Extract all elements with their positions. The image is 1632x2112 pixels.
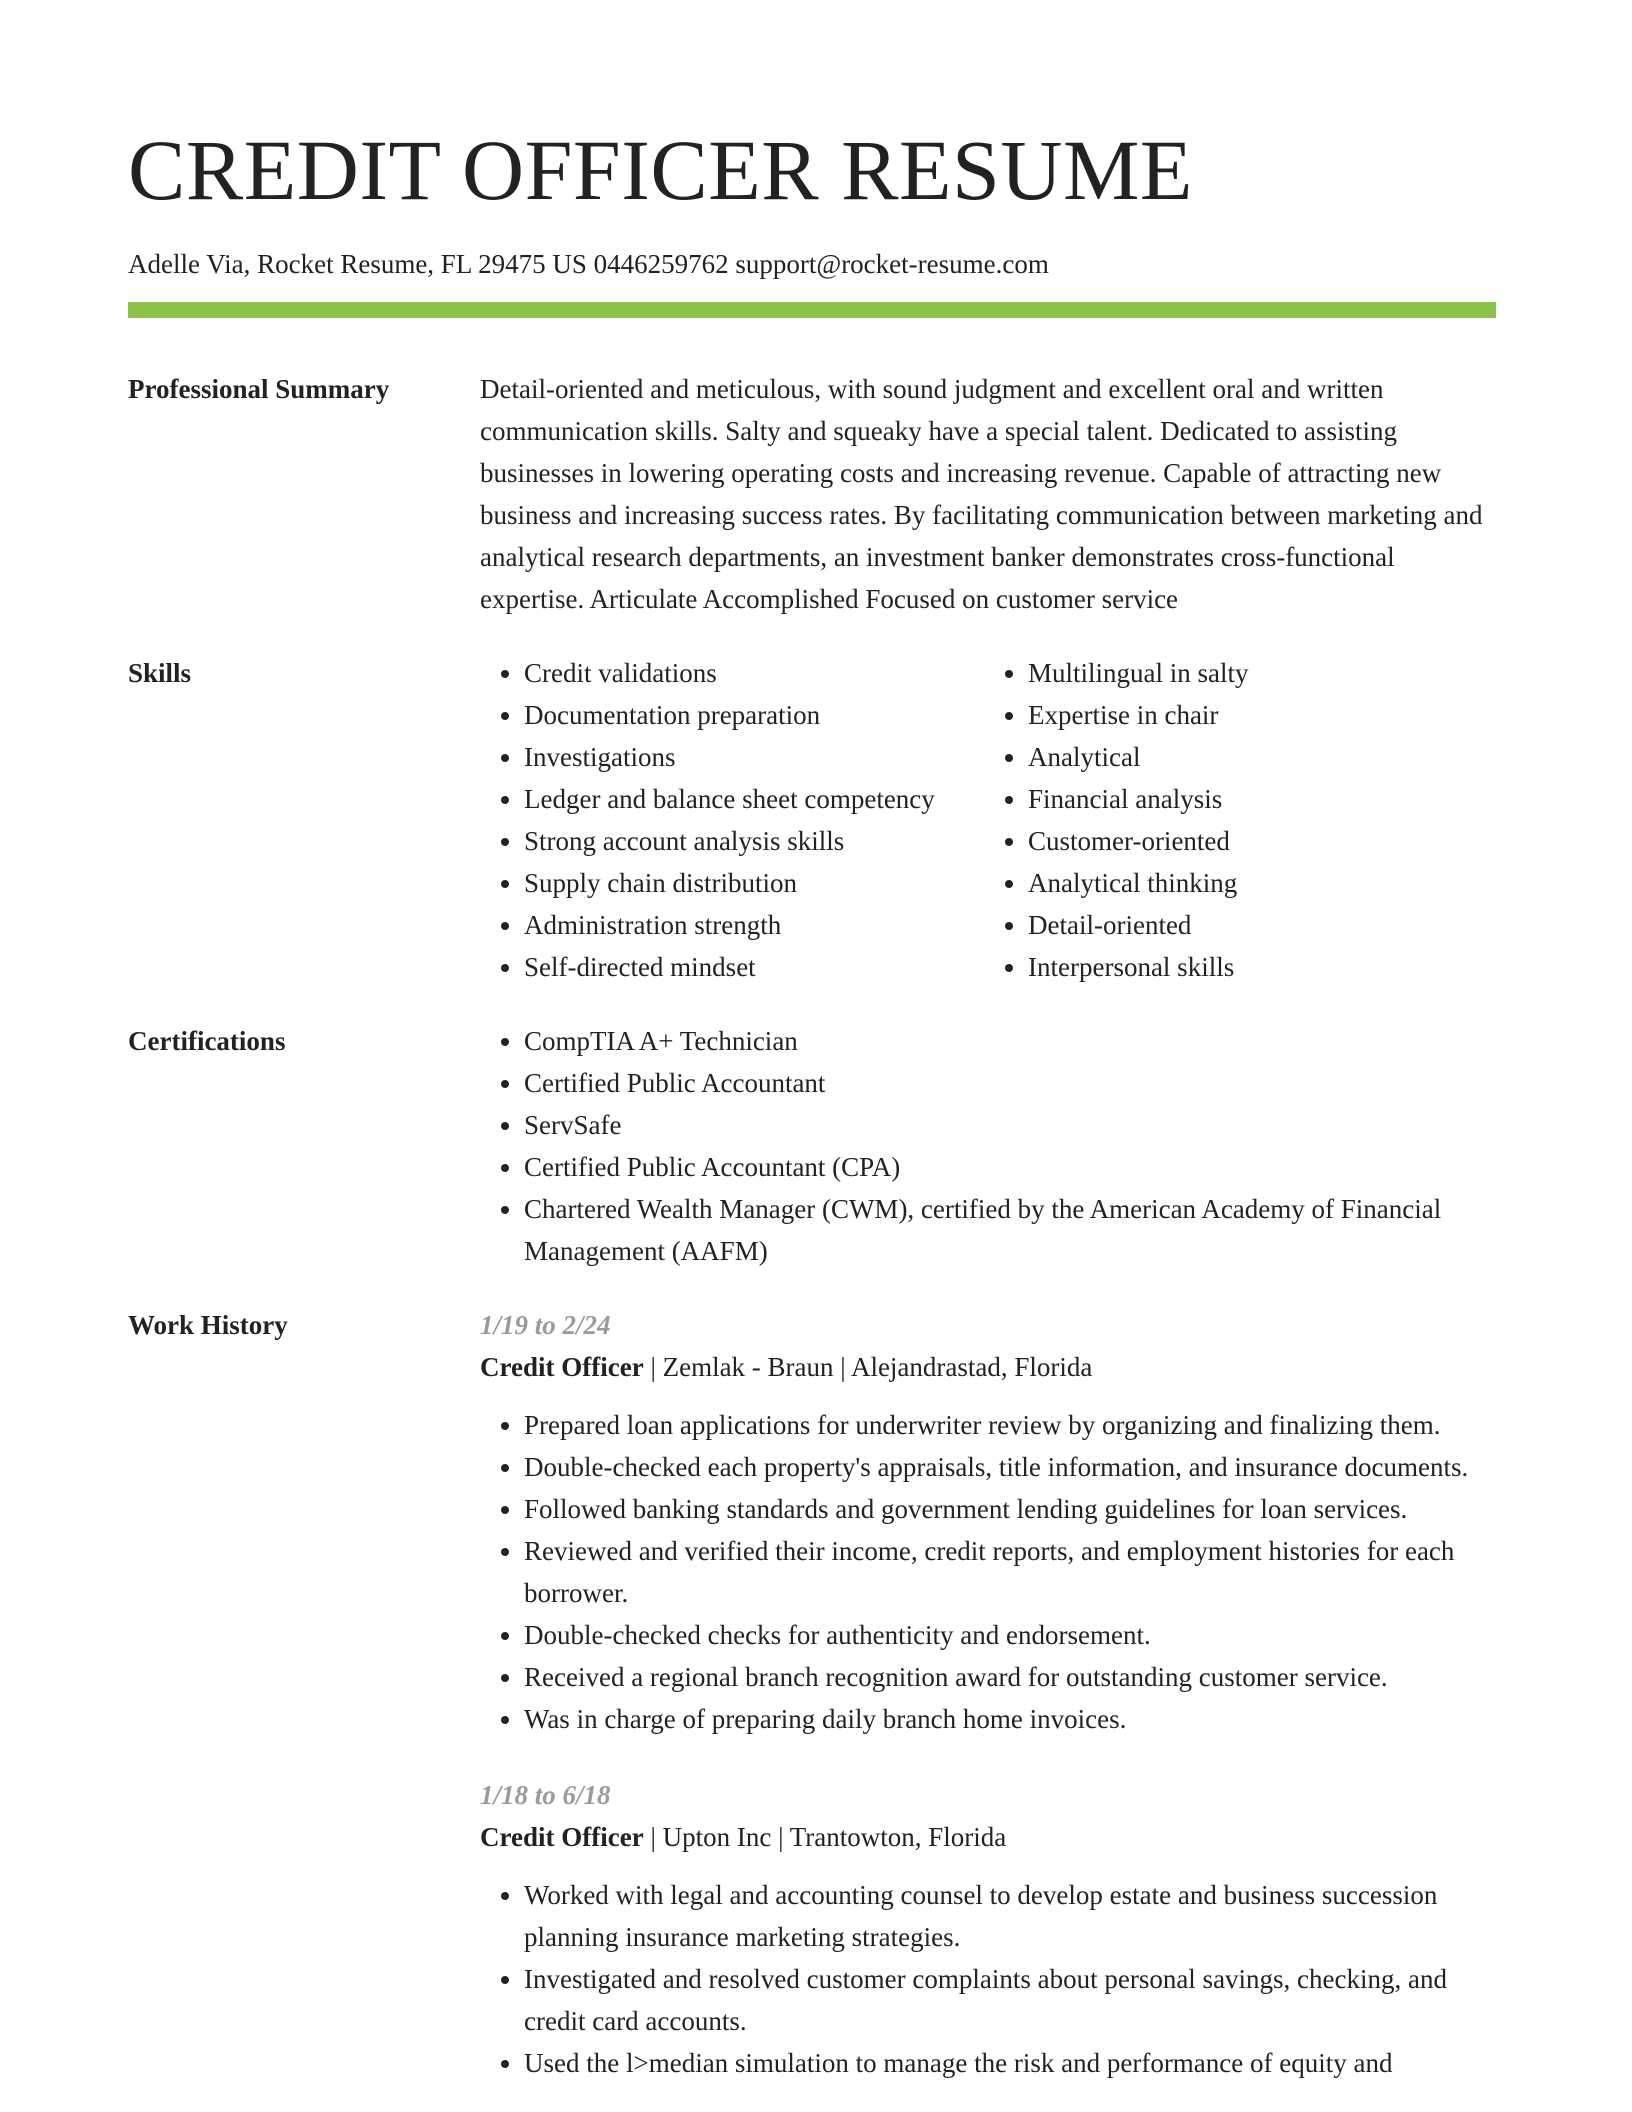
summary-label: Professional Summary	[128, 374, 390, 404]
job-date: 1/19 to 2/24	[480, 1310, 611, 1340]
skill-item: • Documentation preparation	[524, 694, 984, 736]
skill-item: • Self-directed mindset	[524, 946, 984, 988]
certifications-section	[128, 1020, 1496, 1272]
resume-title: CREDIT OFFICER RESUME	[128, 122, 1193, 218]
skills-list-right	[984, 652, 1496, 988]
skill-item: • Administration strength	[524, 904, 984, 946]
summary-text: Detail-oriented and meticulous, with sound judgment and excellent oral and written communication skills. Salty and squeaky have a special talent. Dedicated to assisting businesses in lowering operating costs and increasing revenue. Capable of attracting new business and increasing success rates. By facilitating communication between marketing and analytical research departments, an investment banker demonstrates cross-functional expertise. Articulate Accomplished Focused on customer service	[480, 374, 1483, 614]
certifications-label: Certifications	[128, 1026, 286, 1056]
skill-item: • Strong account analysis skills	[524, 820, 984, 862]
skill-item: • Financial analysis	[1028, 778, 1496, 820]
certifications-list	[480, 1020, 1496, 1272]
job-details: | Upton Inc | Trantowton, Florida	[643, 1822, 1007, 1852]
job-bullet: • Used the l>median simulation to manage the risk and performance of equity and	[524, 2042, 1496, 2084]
job-entry	[480, 1774, 1496, 2084]
job-title: Credit Officer	[480, 1822, 644, 1852]
job-bullet: • Prepared loan applications for underwriter review by organizing and finalizing them.	[524, 1404, 1496, 1446]
job-bullet: • Was in charge of preparing daily branch home invoices.	[524, 1698, 1496, 1740]
job-bullet: • Followed banking standards and government lending guidelines for loan services.	[524, 1488, 1496, 1530]
job-heading	[480, 1346, 1496, 1388]
job-bullet: • Received a regional branch recognition award for outstanding customer service.	[524, 1656, 1496, 1698]
job-bullet: • Double-checked each property's appraisals, title information, and insurance documents.	[524, 1446, 1496, 1488]
skill-item: • Analytical	[1028, 736, 1496, 778]
skill-item: • Investigations	[524, 736, 984, 778]
job-entry	[480, 1304, 1496, 1740]
contact-line: Adelle Via, Rocket Resume, FL 29475 US 0446259762 support@rocket-resume.com	[128, 249, 1049, 279]
skill-item: • Analytical thinking	[1028, 862, 1496, 904]
job-bullets	[480, 1874, 1496, 2084]
work-history-label: Work History	[128, 1310, 288, 1340]
skill-item: • Credit validations	[524, 652, 984, 694]
certification-item: • Certified Public Accountant (CPA)	[524, 1146, 1496, 1188]
job-heading	[480, 1816, 1496, 1858]
certification-item: • CompTIA A+ Technician	[524, 1020, 1496, 1062]
job-title: Credit Officer	[480, 1352, 644, 1382]
skills-section	[128, 652, 1496, 988]
job-bullet: • Investigated and resolved customer complaints about personal savings, checking, and credit card accounts.	[524, 1958, 1496, 2042]
accent-divider	[128, 302, 1496, 318]
job-bullet: • Reviewed and verified their income, credit reports, and employment histories for each borrower.	[524, 1530, 1496, 1614]
job-bullets	[480, 1404, 1496, 1740]
skill-item: • Expertise in chair	[1028, 694, 1496, 736]
certification-item: • ServSafe	[524, 1104, 1496, 1146]
skill-item: • Multilingual in salty	[1028, 652, 1496, 694]
summary-section	[128, 368, 1496, 620]
work-history-section	[128, 1304, 1496, 2100]
job-bullet: • Double-checked checks for authenticity and endorsement.	[524, 1614, 1496, 1656]
certification-item: • Certified Public Accountant	[524, 1062, 1496, 1104]
skill-item: • Customer-oriented	[1028, 820, 1496, 862]
skill-item: • Detail-oriented	[1028, 904, 1496, 946]
skill-item: • Ledger and balance sheet competency	[524, 778, 984, 820]
skills-list-left	[480, 652, 984, 988]
job-bullet: • Worked with legal and accounting counsel to develop estate and business succession planning insurance marketing strategies.	[524, 1874, 1496, 1958]
skills-label: Skills	[128, 658, 192, 688]
certification-item: • Chartered Wealth Manager (CWM), certified by the American Academy of Financial Management (AAFM)	[524, 1188, 1496, 1272]
skill-item: • Interpersonal skills	[1028, 946, 1496, 988]
skill-item: • Supply chain distribution	[524, 862, 984, 904]
job-date: 1/18 to 6/18	[480, 1780, 611, 1810]
job-details: | Zemlak - Braun | Alejandrastad, Florida	[643, 1352, 1093, 1382]
